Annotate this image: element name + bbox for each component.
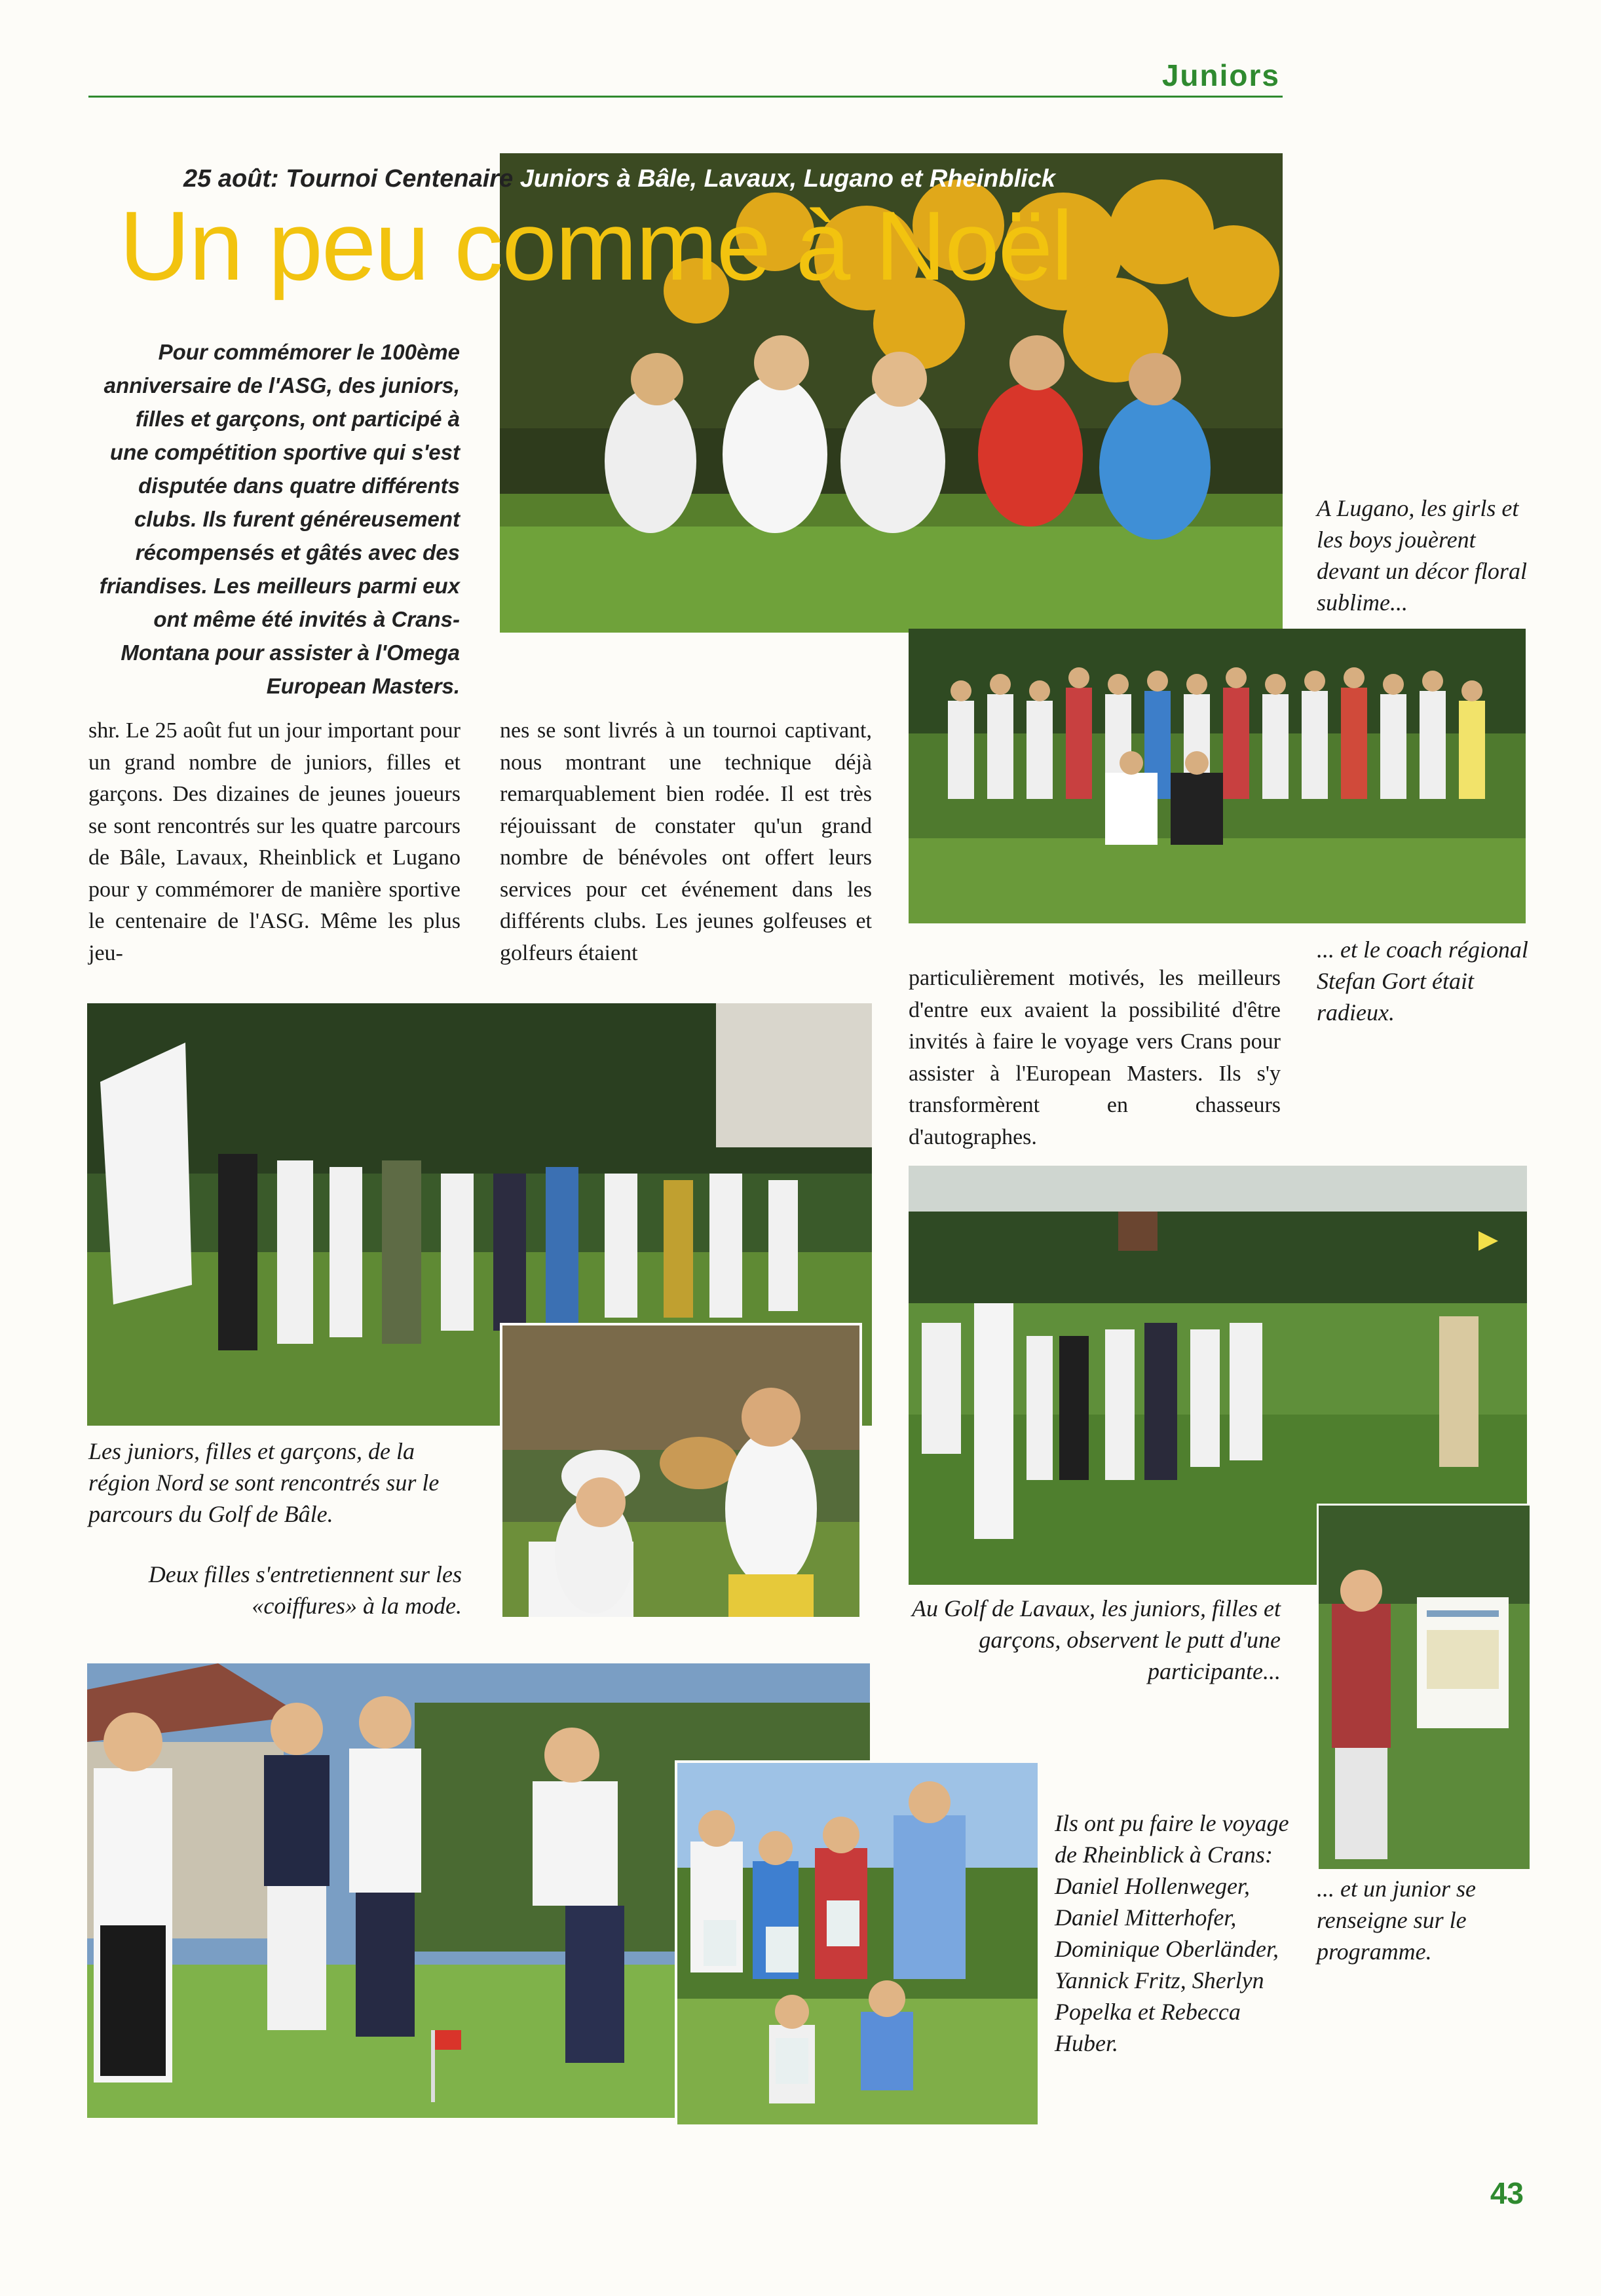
body-column-3: particulièrement motivés, les meilleurs d'entre eux avaient la possibilité d'être invités à faire le voyage vers Crans pour assister à l'European Masters. Ils s'y transformèrent en chasseurs d'autographes. — [909, 966, 1281, 1149]
caption-coiffures: Deux filles s'entretiennent sur les «coiffures» à la mode. — [148, 1561, 462, 1619]
kicker — [183, 165, 1055, 193]
caption-rheinblick: Ils ont pu faire le voyage de Rheinblick à Crans: Daniel Hollenweger, Daniel Mitterhofer, Dominique Oberländer, Yannick Fritz, Sherlyn Popelka et Rebecca Huber. — [1055, 1810, 1289, 2056]
caption-lavaux: Au Golf de Lavaux, les juniors, filles et garçons, observent le putt d'une participante... — [912, 1595, 1281, 1684]
photo-rheinblick-group — [675, 1760, 1040, 2127]
caption-lugano: A Lugano, les girls et les boys jouèrent devant un décor floral sublime... — [1317, 495, 1527, 616]
kicker-venues: Juniors à Bâle, Lavaux, Lugano et Rheinblick — [519, 165, 1055, 193]
page-number: 43 — [1490, 2176, 1524, 2210]
photo-two-girls — [500, 1323, 862, 1620]
caption-nord: Les juniors, filles et garçons, de la région Nord se sont rencontrés sur le parcours du Golf de Bâle. — [88, 1438, 440, 1527]
section-title: Juniors — [1161, 58, 1280, 92]
caption-programme: ... et un junior se renseigne sur le programme. — [1317, 1876, 1476, 1965]
body-column-2: nes se sont livrés à un tournoi captivant, nous montrant une technique déjà remarquablement bien rodée. Il est très réjouissant de constater qu'un grand nombre de bénévoles ont offert leurs services pour cet événement dans les différents clubs. Les jeunes golfeuses et golfeurs étaient — [500, 718, 872, 965]
photo-coach-group — [909, 629, 1526, 923]
headline: Un peu comme à Noël — [119, 191, 1072, 301]
caption-coach: ... et le coach régional Stefan Gort était radieux. — [1317, 936, 1528, 1026]
photo-junior-programme — [1317, 1504, 1532, 1871]
body-column-1: shr. Le 25 août fut un jour important pour un grand nombre de juniors, filles et garçons. Des dizaines de jeunes joueurs se sont rencontrés sur les quatre parcours de Bâle, Lavaux, Rheinblick et Lugano pour y commémorer de manière sportive le centenaire de l'ASG. Même les plus jeu- — [88, 718, 461, 965]
header-rule — [88, 96, 1283, 98]
kicker-date: 25 août: Tournoi Centenaire — [183, 165, 520, 193]
intro-paragraph: Pour commémorer le 100ème anniversaire de l'ASG, des juniors, filles et garçons, ont participé à une compétition sportive qui s'est disputée dans quatre différents clubs. Ils furent généreusement récompensés et gâtés avec des friandises. Les meilleurs parmi eux ont même été invités à Crans-Montana pour assister à l'Omega European Masters. — [99, 340, 460, 698]
